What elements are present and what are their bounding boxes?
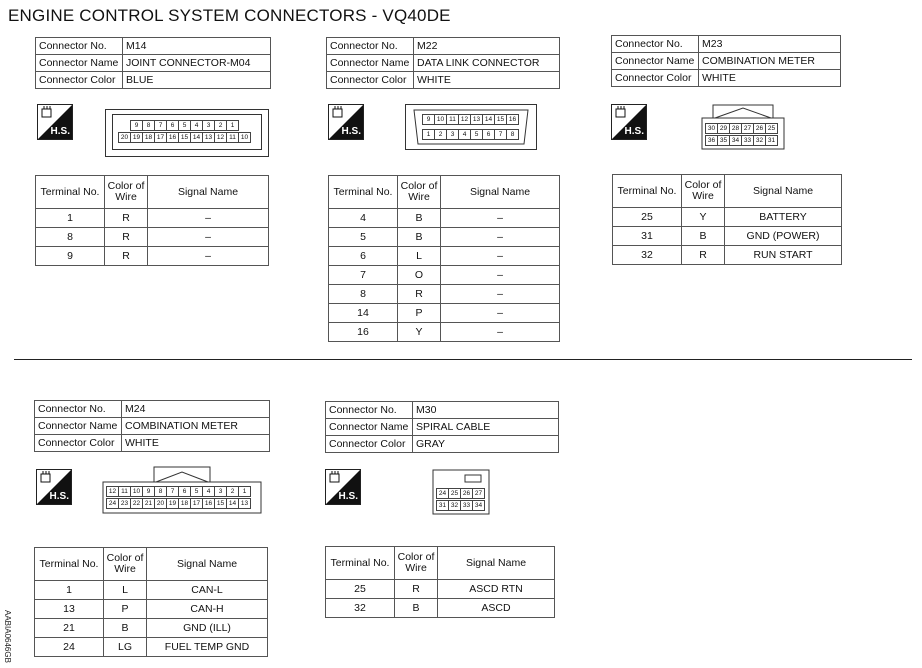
pin-cell: 9 bbox=[422, 114, 435, 125]
signal-name-cell: – bbox=[441, 323, 560, 342]
connector-panel-m24 bbox=[34, 400, 270, 452]
pin-cell: 11 bbox=[118, 486, 131, 497]
pin-row-bottom bbox=[706, 135, 778, 146]
connector-color-label: Connector Color bbox=[326, 436, 413, 453]
terminal-row bbox=[613, 246, 842, 265]
pin-cell: 13 bbox=[238, 498, 251, 509]
wire-color-cell: R bbox=[398, 285, 441, 304]
wire-color-cell: R bbox=[105, 247, 148, 266]
pin-cell: 23 bbox=[118, 498, 131, 509]
signal-name-cell: CAN-H bbox=[147, 600, 268, 619]
terminal-no-cell: 16 bbox=[329, 323, 398, 342]
pin-cell: 31 bbox=[765, 135, 778, 146]
hs-icon bbox=[611, 104, 647, 140]
terminal-row bbox=[613, 208, 842, 227]
pin-cell: 15 bbox=[214, 498, 227, 509]
header-signal-name: Signal Name bbox=[147, 548, 268, 581]
pin-cell: 22 bbox=[130, 498, 143, 509]
pin-cell: 8 bbox=[142, 120, 155, 131]
pin-row-bottom bbox=[107, 498, 251, 509]
pin-cell: 1 bbox=[422, 129, 435, 140]
pin-cell: 32 bbox=[448, 500, 461, 511]
connector-info-table bbox=[34, 400, 270, 452]
connector-no-label: Connector No. bbox=[326, 402, 413, 419]
wire-color-cell: B bbox=[104, 619, 147, 638]
terminal-row bbox=[329, 323, 560, 342]
pin-cell: 6 bbox=[482, 129, 495, 140]
wire-color-cell: R bbox=[395, 580, 438, 599]
terminal-table-m24 bbox=[34, 547, 268, 657]
pin-cell: 9 bbox=[142, 486, 155, 497]
connector-color-label: Connector Color bbox=[36, 72, 123, 89]
terminal-row bbox=[35, 638, 268, 657]
terminal-no-cell: 7 bbox=[329, 266, 398, 285]
pin-cell: 4 bbox=[190, 120, 203, 131]
terminal-row bbox=[36, 247, 269, 266]
connector-color-label: Connector Color bbox=[35, 435, 122, 452]
pin-cell: 12 bbox=[106, 486, 119, 497]
hs-icon bbox=[37, 104, 73, 140]
terminal-row bbox=[35, 581, 268, 600]
header-color-of-wire: Color of Wire bbox=[682, 175, 725, 208]
wire-color-cell: LG bbox=[104, 638, 147, 657]
pin-row-top bbox=[131, 120, 239, 131]
pin-cell: 9 bbox=[130, 120, 143, 131]
wire-color-cell: L bbox=[104, 581, 147, 600]
terminal-row bbox=[329, 285, 560, 304]
terminal-row bbox=[326, 580, 555, 599]
terminal-no-cell: 13 bbox=[35, 600, 104, 619]
pin-cell: 33 bbox=[741, 135, 754, 146]
pin-cell: 25 bbox=[448, 488, 461, 499]
hs-label: H.S. bbox=[50, 126, 70, 137]
pin-row-top bbox=[423, 114, 519, 125]
terminal-no-cell: 24 bbox=[35, 638, 104, 657]
pin-cell: 12 bbox=[214, 132, 227, 143]
pin-cell: 1 bbox=[226, 120, 239, 131]
hs-icon bbox=[328, 104, 364, 140]
pin-cell: 10 bbox=[434, 114, 447, 125]
connector-color-label: Connector Color bbox=[612, 70, 699, 87]
pin-cell: 6 bbox=[166, 120, 179, 131]
connector-no-label: Connector No. bbox=[327, 38, 414, 55]
terminal-no-cell: 5 bbox=[329, 228, 398, 247]
connector-no-value: M24 bbox=[122, 401, 270, 418]
signal-name-cell: GND (ILL) bbox=[147, 619, 268, 638]
terminal-row bbox=[329, 228, 560, 247]
pin-cell: 26 bbox=[753, 123, 766, 134]
terminal-table-m14 bbox=[35, 175, 269, 266]
pin-cell: 7 bbox=[154, 120, 167, 131]
signal-name-cell: CAN-L bbox=[147, 581, 268, 600]
terminal-row bbox=[329, 209, 560, 228]
pin-cell: 14 bbox=[190, 132, 203, 143]
pin-cell: 15 bbox=[494, 114, 507, 125]
terminal-no-cell: 1 bbox=[35, 581, 104, 600]
wire-color-cell: R bbox=[105, 228, 148, 247]
wire-color-cell: L bbox=[398, 247, 441, 266]
pin-cell: 16 bbox=[202, 498, 215, 509]
hs-label: H.S. bbox=[49, 491, 69, 502]
signal-name-cell: RUN START bbox=[725, 246, 842, 265]
pin-cell: 30 bbox=[705, 123, 718, 134]
terminal-row bbox=[36, 228, 269, 247]
pin-cell: 5 bbox=[470, 129, 483, 140]
terminal-no-cell: 8 bbox=[36, 228, 105, 247]
wire-color-cell: Y bbox=[682, 208, 725, 227]
pin-row-top bbox=[437, 488, 485, 499]
pin-cell: 10 bbox=[238, 132, 251, 143]
pin-cell: 1 bbox=[238, 486, 251, 497]
terminal-no-cell: 9 bbox=[36, 247, 105, 266]
pin-cell: 14 bbox=[226, 498, 239, 509]
connector-panel-m22 bbox=[326, 37, 560, 89]
signal-name-cell: – bbox=[441, 247, 560, 266]
pin-cell: 10 bbox=[130, 486, 143, 497]
pin-cell: 17 bbox=[154, 132, 167, 143]
pin-cell: 2 bbox=[214, 120, 227, 131]
connector-face-m23 bbox=[701, 104, 785, 150]
connector-no-value: M30 bbox=[413, 402, 559, 419]
pin-row-top bbox=[706, 123, 778, 134]
header-color-of-wire: Color of Wire bbox=[104, 548, 147, 581]
header-signal-name: Signal Name bbox=[148, 176, 269, 209]
header-terminal-no: Terminal No. bbox=[329, 176, 398, 209]
connector-color-value: BLUE bbox=[123, 72, 271, 89]
pin-cell: 34 bbox=[729, 135, 742, 146]
hs-label: H.S. bbox=[338, 491, 358, 502]
pin-cell: 13 bbox=[202, 132, 215, 143]
connector-name-value: JOINT CONNECTOR-M04 bbox=[123, 55, 271, 72]
signal-name-cell: BATTERY bbox=[725, 208, 842, 227]
terminal-row bbox=[329, 266, 560, 285]
hs-label: H.S. bbox=[624, 126, 644, 137]
wire-color-cell: O bbox=[398, 266, 441, 285]
signal-name-cell: – bbox=[441, 266, 560, 285]
terminal-table-m23 bbox=[612, 174, 842, 265]
pin-cell: 20 bbox=[118, 132, 131, 143]
terminal-row bbox=[35, 619, 268, 638]
connector-color-value: WHITE bbox=[699, 70, 841, 87]
terminal-no-cell: 32 bbox=[326, 599, 395, 618]
connector-panel-m23 bbox=[611, 35, 841, 87]
connector-name-value: COMBINATION METER bbox=[699, 53, 841, 70]
wire-color-cell: B bbox=[395, 599, 438, 618]
pin-row-top bbox=[107, 486, 251, 497]
pin-row-bottom bbox=[119, 132, 251, 143]
pin-cell: 27 bbox=[741, 123, 754, 134]
pin-cell: 15 bbox=[178, 132, 191, 143]
pin-cell: 18 bbox=[178, 498, 191, 509]
pin-cell: 2 bbox=[226, 486, 239, 497]
terminal-no-cell: 25 bbox=[613, 208, 682, 227]
pin-cell: 17 bbox=[190, 498, 203, 509]
pin-cell: 29 bbox=[717, 123, 730, 134]
page-title: ENGINE CONTROL SYSTEM CONNECTORS - VQ40DE bbox=[8, 6, 451, 25]
signal-name-cell: ASCD RTN bbox=[438, 580, 555, 599]
connector-face-m22 bbox=[405, 104, 537, 150]
header-signal-name: Signal Name bbox=[725, 175, 842, 208]
connector-panel-m30 bbox=[325, 401, 559, 453]
connector-name-label: Connector Name bbox=[612, 53, 699, 70]
pin-cell: 5 bbox=[178, 120, 191, 131]
pin-row-bottom bbox=[423, 129, 519, 140]
header-signal-name: Signal Name bbox=[438, 547, 555, 580]
pin-cell: 5 bbox=[190, 486, 203, 497]
signal-name-cell: FUEL TEMP GND bbox=[147, 638, 268, 657]
header-color-of-wire: Color of Wire bbox=[395, 547, 438, 580]
terminal-row bbox=[329, 247, 560, 266]
header-terminal-no: Terminal No. bbox=[326, 547, 395, 580]
connector-no-label: Connector No. bbox=[612, 36, 699, 53]
pin-cell: 36 bbox=[705, 135, 718, 146]
pin-cell: 26 bbox=[460, 488, 473, 499]
terminal-row bbox=[613, 227, 842, 246]
hs-icon bbox=[325, 469, 361, 505]
pin-cell: 8 bbox=[154, 486, 167, 497]
pin-cell: 7 bbox=[166, 486, 179, 497]
pin-cell: 28 bbox=[729, 123, 742, 134]
terminal-no-cell: 21 bbox=[35, 619, 104, 638]
connector-info-table bbox=[325, 401, 559, 453]
terminal-no-cell: 31 bbox=[613, 227, 682, 246]
wire-color-cell: B bbox=[682, 227, 725, 246]
hs-icon bbox=[36, 469, 72, 505]
header-color-of-wire: Color of Wire bbox=[105, 176, 148, 209]
terminal-no-cell: 14 bbox=[329, 304, 398, 323]
terminal-no-cell: 25 bbox=[326, 580, 395, 599]
pin-cell: 21 bbox=[142, 498, 155, 509]
connector-face-m30 bbox=[432, 469, 490, 515]
pin-cell: 33 bbox=[460, 500, 473, 511]
terminal-row bbox=[36, 209, 269, 228]
signal-name-cell: – bbox=[441, 228, 560, 247]
pin-row-bottom bbox=[437, 500, 485, 511]
connector-name-label: Connector Name bbox=[36, 55, 123, 72]
connector-name-value: COMBINATION METER bbox=[122, 418, 270, 435]
pin-cell: 35 bbox=[717, 135, 730, 146]
connector-name-label: Connector Name bbox=[326, 419, 413, 436]
terminal-row bbox=[35, 600, 268, 619]
signal-name-cell: – bbox=[441, 304, 560, 323]
connector-panel-m14 bbox=[35, 37, 271, 89]
connector-info-table bbox=[326, 37, 560, 89]
pin-cell: 19 bbox=[130, 132, 143, 143]
hs-label: H.S. bbox=[341, 126, 361, 137]
pin-cell: 34 bbox=[472, 500, 485, 511]
connector-face-m24 bbox=[102, 466, 262, 514]
connector-color-label: Connector Color bbox=[327, 72, 414, 89]
wire-color-cell: P bbox=[104, 600, 147, 619]
pin-cell: 24 bbox=[436, 488, 449, 499]
pin-cell: 8 bbox=[506, 129, 519, 140]
pin-cell: 7 bbox=[494, 129, 507, 140]
connector-name-label: Connector Name bbox=[35, 418, 122, 435]
pin-cell: 20 bbox=[154, 498, 167, 509]
pin-cell: 16 bbox=[506, 114, 519, 125]
signal-name-cell: ASCD bbox=[438, 599, 555, 618]
signal-name-cell: GND (POWER) bbox=[725, 227, 842, 246]
terminal-no-cell: 1 bbox=[36, 209, 105, 228]
pin-cell: 2 bbox=[434, 129, 447, 140]
pin-cell: 19 bbox=[166, 498, 179, 509]
connector-no-value: M22 bbox=[414, 38, 560, 55]
header-terminal-no: Terminal No. bbox=[36, 176, 105, 209]
figure-code: AABIA0646GB bbox=[3, 610, 12, 663]
terminal-table-m30 bbox=[325, 546, 555, 618]
terminal-no-cell: 8 bbox=[329, 285, 398, 304]
signal-name-cell: – bbox=[148, 247, 269, 266]
terminal-table-m22 bbox=[328, 175, 560, 342]
pin-cell: 31 bbox=[436, 500, 449, 511]
section-divider bbox=[14, 359, 912, 360]
terminal-no-cell: 4 bbox=[329, 209, 398, 228]
connector-no-value: M14 bbox=[123, 38, 271, 55]
pin-cell: 32 bbox=[753, 135, 766, 146]
signal-name-cell: – bbox=[441, 209, 560, 228]
terminal-no-cell: 32 bbox=[613, 246, 682, 265]
pin-cell: 3 bbox=[202, 120, 215, 131]
pin-cell: 25 bbox=[765, 123, 778, 134]
wire-color-cell: B bbox=[398, 228, 441, 247]
connector-info-table bbox=[611, 35, 841, 87]
pin-cell: 12 bbox=[458, 114, 471, 125]
connector-no-label: Connector No. bbox=[35, 401, 122, 418]
connector-color-value: WHITE bbox=[414, 72, 560, 89]
pin-cell: 24 bbox=[106, 498, 119, 509]
wire-color-cell: P bbox=[398, 304, 441, 323]
signal-name-cell: – bbox=[148, 209, 269, 228]
pin-cell: 14 bbox=[482, 114, 495, 125]
header-terminal-no: Terminal No. bbox=[613, 175, 682, 208]
pin-cell: 3 bbox=[214, 486, 227, 497]
wire-color-cell: B bbox=[398, 209, 441, 228]
header-color-of-wire: Color of Wire bbox=[398, 176, 441, 209]
wire-color-cell: R bbox=[682, 246, 725, 265]
connector-no-value: M23 bbox=[699, 36, 841, 53]
connector-name-value: SPIRAL CABLE bbox=[413, 419, 559, 436]
pin-cell: 4 bbox=[202, 486, 215, 497]
pin-cell: 3 bbox=[446, 129, 459, 140]
pin-cell: 16 bbox=[166, 132, 179, 143]
pin-cell: 27 bbox=[472, 488, 485, 499]
connector-info-table bbox=[35, 37, 271, 89]
signal-name-cell: – bbox=[148, 228, 269, 247]
signal-name-cell: – bbox=[441, 285, 560, 304]
connector-face-m14 bbox=[105, 109, 269, 157]
pin-cell: 11 bbox=[226, 132, 239, 143]
header-signal-name: Signal Name bbox=[441, 176, 560, 209]
terminal-row bbox=[326, 599, 555, 618]
pin-cell: 6 bbox=[178, 486, 191, 497]
wire-color-cell: Y bbox=[398, 323, 441, 342]
header-terminal-no: Terminal No. bbox=[35, 548, 104, 581]
pin-cell: 11 bbox=[446, 114, 459, 125]
terminal-no-cell: 6 bbox=[329, 247, 398, 266]
connector-no-label: Connector No. bbox=[36, 38, 123, 55]
connector-name-value: DATA LINK CONNECTOR bbox=[414, 55, 560, 72]
terminal-row bbox=[329, 304, 560, 323]
pin-cell: 4 bbox=[458, 129, 471, 140]
pin-cell: 13 bbox=[470, 114, 483, 125]
connector-color-value: WHITE bbox=[122, 435, 270, 452]
connector-name-label: Connector Name bbox=[327, 55, 414, 72]
connector-color-value: GRAY bbox=[413, 436, 559, 453]
wire-color-cell: R bbox=[105, 209, 148, 228]
pin-cell: 18 bbox=[142, 132, 155, 143]
